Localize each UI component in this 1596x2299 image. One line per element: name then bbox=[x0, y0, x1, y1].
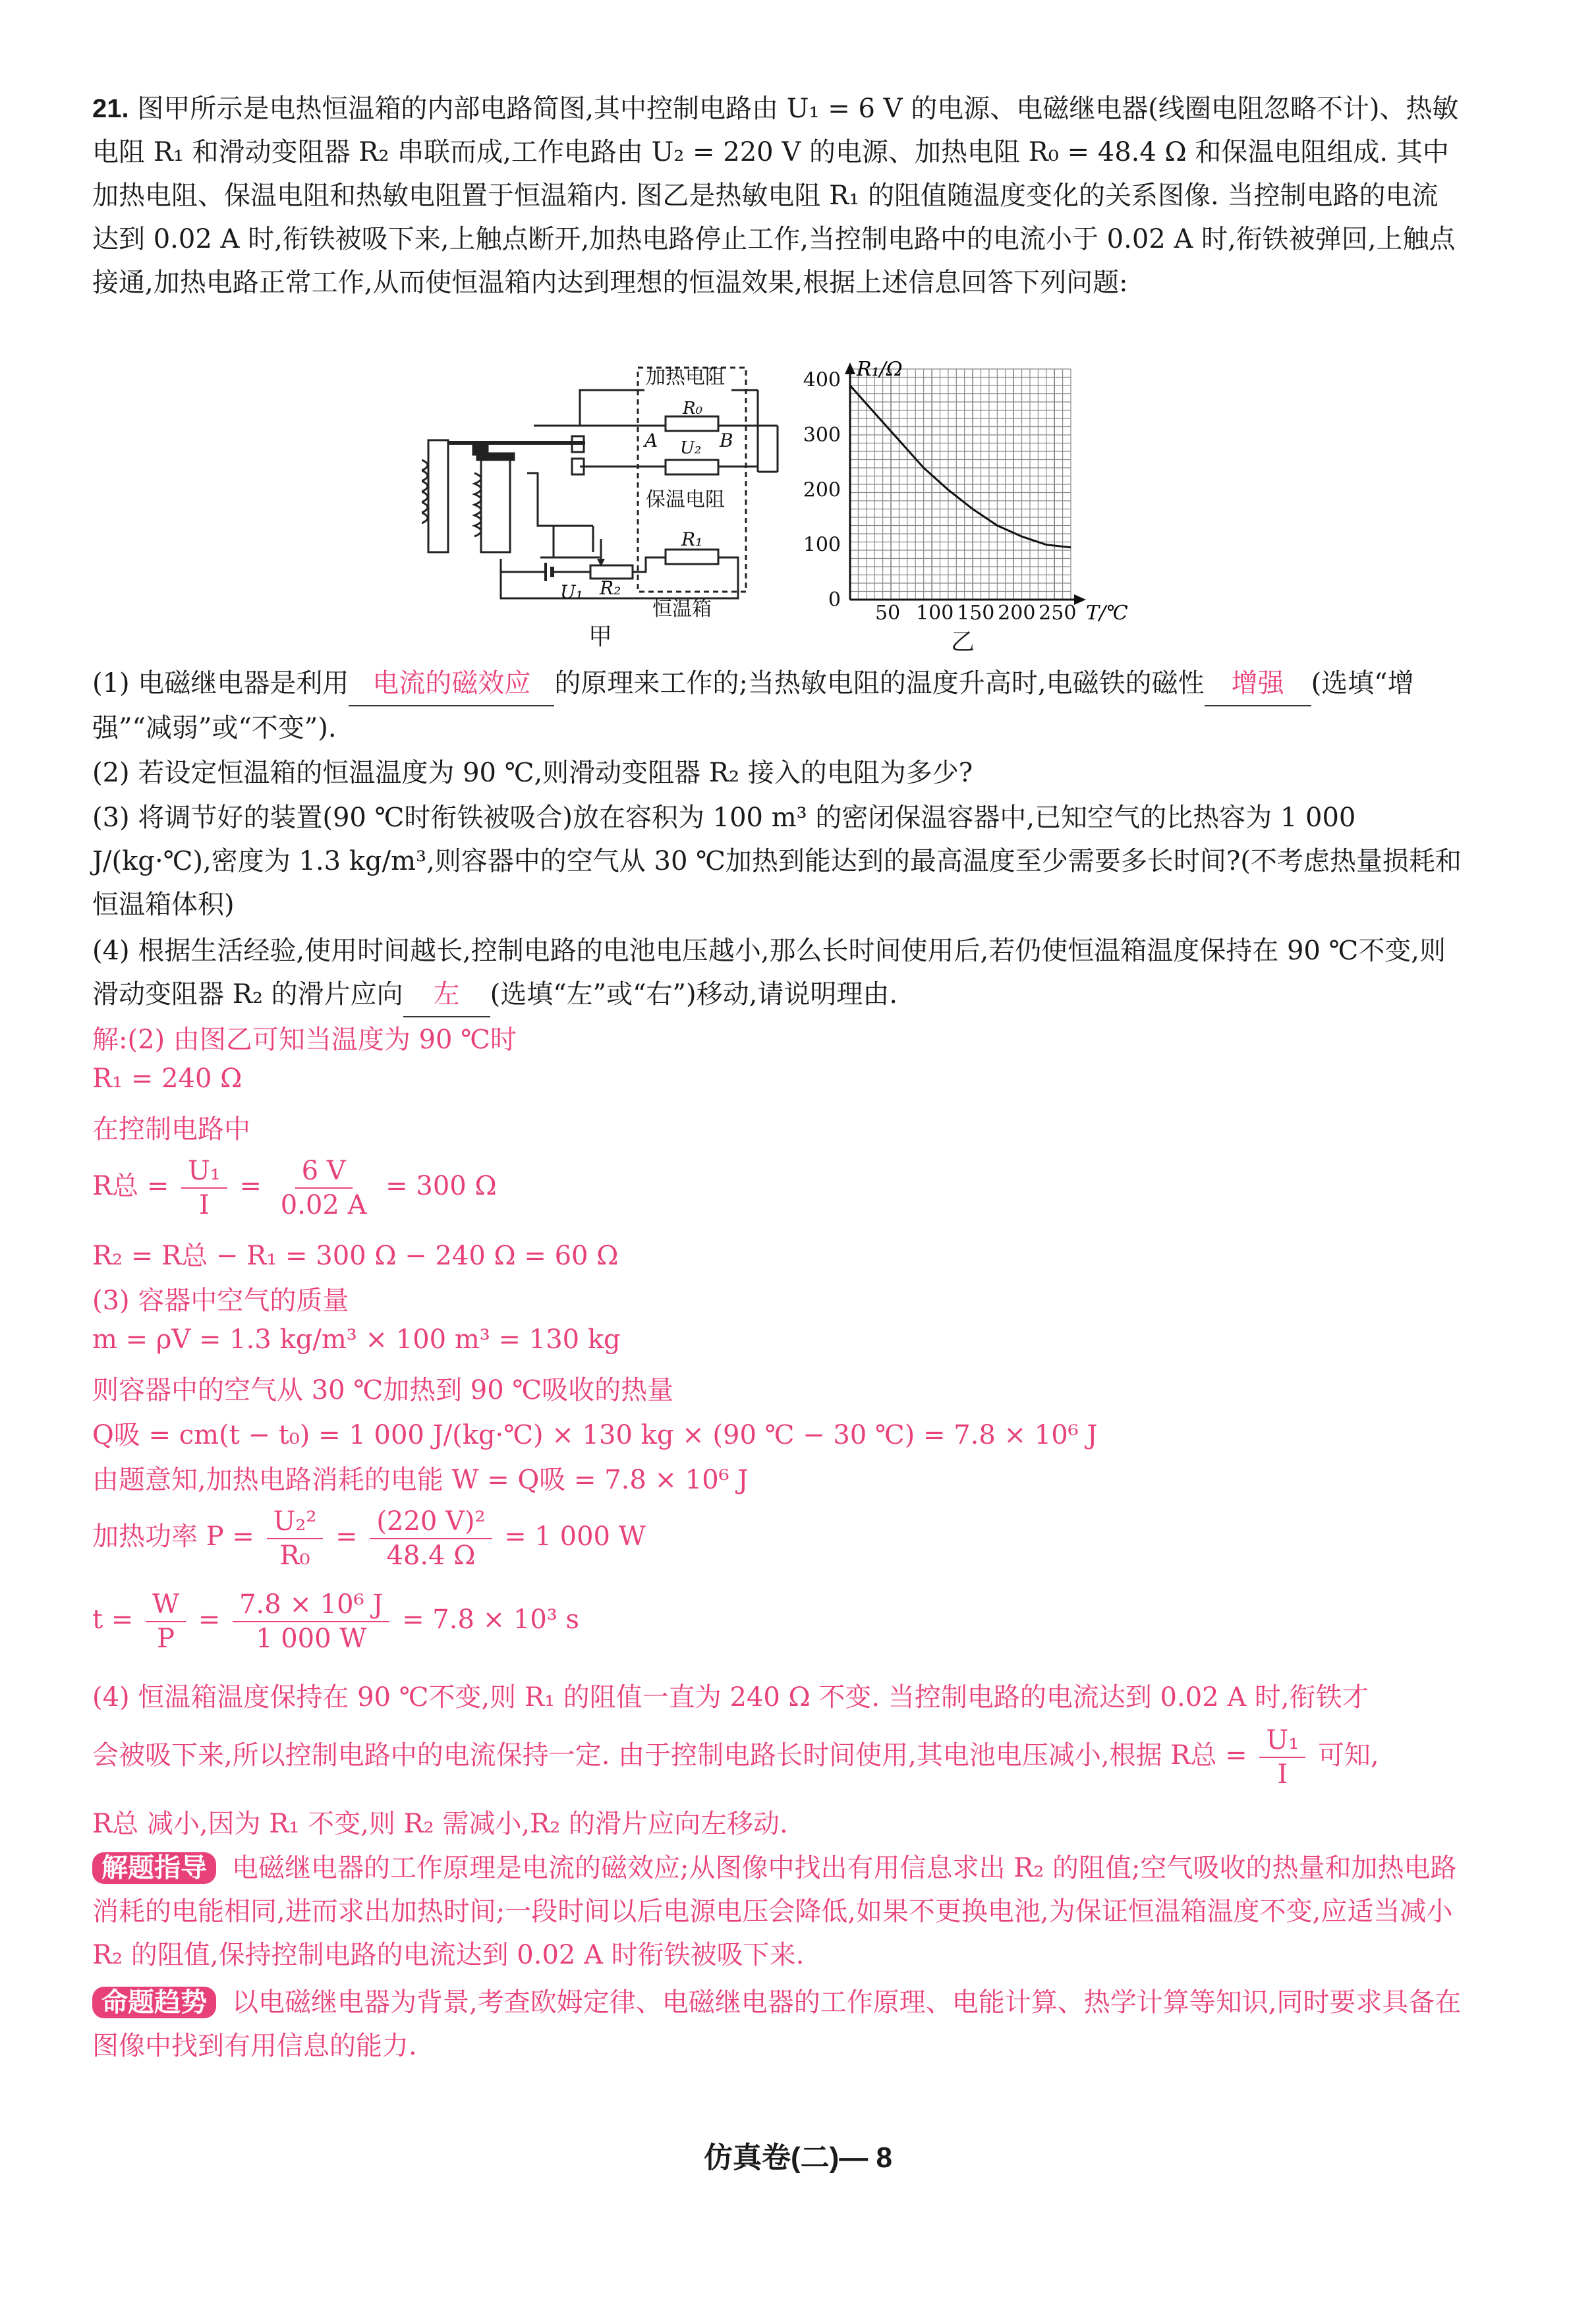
x-tick-label: 50 bbox=[875, 602, 901, 625]
fraction-top: U₁ bbox=[181, 1154, 227, 1189]
trend-text: 以电磁继电器为背景,考查欧姆定律、电磁继电器的工作原理、电能计算、热学计算等知识,同时要求具备在图像中找到有用信息的能力. bbox=[92, 1987, 1462, 2061]
eq-lhs: 加热功率 P = bbox=[92, 1521, 254, 1552]
solution-head: 解:(2) 由图乙可知当温度为 90 ℃时 bbox=[92, 1025, 517, 1055]
solution-line-2: 在控制电路中 bbox=[92, 1114, 250, 1145]
trend-block bbox=[92, 1981, 1463, 2068]
fraction-bottom: I bbox=[199, 1190, 210, 1220]
label-R0: R₀ bbox=[683, 399, 702, 418]
y-tick-label: 0 bbox=[828, 588, 841, 611]
guide-text: 电磁继电器的工作原理是电流的磁效应;从图像中找出有用信息求出 R₂ 的阻值;空气吸收的热量和加热电路消耗的电能相同,进而求出加热时间;一段时间以后电源电压会降低,如果不更换电池,为保证恒温箱温度不变,应适当减小 R₂ 的阻值,保持控制电路的电流达到 0.02 A 时衔铁被吸下来. bbox=[92, 1853, 1457, 1970]
chart-ylabel: R₁/Ω bbox=[857, 358, 903, 381]
part-1 bbox=[92, 662, 1463, 750]
eq-sign: = bbox=[239, 1171, 262, 1201]
question-number: 21. bbox=[92, 94, 129, 123]
fraction-bottom: R₀ bbox=[279, 1541, 310, 1571]
heater-label: 加热电阻 bbox=[646, 366, 725, 389]
eq-rhs: = 7.8 × 10³ s bbox=[402, 1604, 580, 1635]
label-R1: R₁ bbox=[681, 528, 703, 550]
fraction-bottom: 0.02 A bbox=[280, 1190, 367, 1220]
fraction bbox=[274, 1154, 374, 1222]
y-tick-label: 300 bbox=[803, 424, 841, 447]
x-tick-label: 100 bbox=[916, 602, 954, 625]
solution-line-9: 由题意知,加热电路消耗的电能 W = Q吸 = 7.8 × 10⁶ J bbox=[92, 1465, 749, 1495]
solution-line-14: R总 减小,因为 R₁ 不变,则 R₂ 需减小,R₂ 的滑片应向左移动. bbox=[92, 1809, 788, 1839]
part-4-text-a: (4) 根据生活经验,使用时间越长,控制电路的电池电压越小,那么长时间使用后,若仍使恒温箱温度保持在 90 ℃不变,则滑动变阻器 R₂ 的滑片应向 bbox=[92, 936, 1446, 1009]
fraction-top: U₂² bbox=[267, 1505, 324, 1539]
part-3: (3) 将调节好的装置(90 ℃时衔铁被吸合)放在容积为 100 m³ 的密闭保温容器中,已知空气的比热容为 1 000 J/(kg·℃),密度为 1.3 kg/m³,则容器中的空气从 30 ℃加热到能达到的最高温度至少需要多长时间?(不考虑热量损耗和恒温箱体积) bbox=[92, 803, 1462, 920]
label-B: B bbox=[720, 430, 733, 451]
eq-lhs: t = bbox=[92, 1604, 134, 1635]
eq-lhs: R总 = bbox=[92, 1171, 169, 1201]
y-tick-label: 400 bbox=[803, 368, 841, 392]
solution-line-8: Q吸 = cm(t − t₀) = 1 000 J/(kg·℃) × 130 kg × (90 ℃ − 30 ℃) = 7.8 × 10⁶ J bbox=[92, 1420, 1098, 1450]
solution-line-12: (4) 恒温箱温度保持在 90 ℃不变,则 R₁ 的阻值一直为 240 Ω 不变. 当控制电路的电流达到 0.02 A 时,衔铁才 bbox=[92, 1682, 1369, 1713]
solution-line-13 bbox=[92, 1724, 1379, 1791]
eq-rhs: = 1 000 W bbox=[504, 1521, 646, 1552]
x-tick-label: 150 bbox=[957, 602, 995, 625]
blank-1: 电流的磁效应 bbox=[349, 662, 554, 706]
question-stem bbox=[92, 87, 1463, 304]
fraction bbox=[370, 1505, 492, 1572]
keeper-label: 保温电阻 bbox=[646, 488, 725, 511]
fraction bbox=[233, 1588, 389, 1655]
fraction-top: 7.8 × 10⁶ J bbox=[233, 1588, 389, 1622]
part-4 bbox=[92, 929, 1463, 1017]
eq-sign: = bbox=[335, 1521, 358, 1552]
trend-tag: 命题趋势 bbox=[92, 1987, 216, 2018]
chart-xlabel: T/℃ bbox=[1086, 602, 1128, 625]
part-4-text-b: (选填“左”或“右”)移动,请说明理由. bbox=[490, 979, 898, 1009]
fraction-top: W bbox=[146, 1588, 186, 1622]
guide-tag: 解题指导 bbox=[92, 1852, 216, 1884]
solution-line-4: R₂ = R总 − R₁ = 300 Ω − 240 Ω = 60 Ω bbox=[92, 1241, 619, 1271]
part-2: (2) 若设定恒温箱的恒温温度为 90 ℃,则滑动变阻器 R₂ 接入的电阻为多少? bbox=[92, 758, 973, 788]
label-A: A bbox=[644, 430, 658, 451]
fraction bbox=[267, 1505, 324, 1572]
figure-caption-jia: 甲 bbox=[588, 623, 613, 650]
box-label: 恒温箱 bbox=[652, 598, 712, 618]
fraction bbox=[1259, 1724, 1305, 1791]
blank-2: 增强 bbox=[1205, 662, 1311, 706]
y-tick-label: 200 bbox=[803, 478, 841, 502]
eq-sign: = bbox=[198, 1604, 221, 1635]
blank-3: 左 bbox=[403, 973, 490, 1017]
label-U1: U₁ bbox=[560, 581, 583, 603]
fraction-top: (220 V)² bbox=[370, 1505, 492, 1539]
r1-curve bbox=[850, 385, 1071, 548]
solution-line-10 bbox=[92, 1505, 646, 1572]
circuit-diagram bbox=[422, 361, 791, 618]
x-tick-label: 250 bbox=[1039, 602, 1077, 625]
part-1-text-c: (选填“增强”“减弱”或“不变”). bbox=[92, 668, 1414, 743]
text: 会被吸下来,所以控制电路中的电流保持一定. 由于控制电路长时间使用,其电池电压减小,根据 R总 = bbox=[92, 1740, 1247, 1771]
text: 可知, bbox=[1317, 1740, 1379, 1771]
fraction bbox=[146, 1588, 186, 1655]
eq-rhs: = 300 Ω bbox=[385, 1171, 497, 1201]
solution-line-5: (3) 容器中空气的质量 bbox=[92, 1286, 349, 1316]
guide-block bbox=[92, 1846, 1463, 1977]
figure-caption-yi: 乙 bbox=[951, 629, 975, 656]
fraction-top: 6 V bbox=[295, 1154, 353, 1189]
fraction-bottom: P bbox=[157, 1624, 175, 1654]
fraction-bottom: 48.4 Ω bbox=[386, 1541, 476, 1571]
solution-line-11 bbox=[92, 1588, 579, 1655]
solution-line-3 bbox=[92, 1154, 497, 1222]
fraction-bottom: 1 000 W bbox=[256, 1624, 367, 1654]
fraction-top: U₁ bbox=[1259, 1724, 1305, 1758]
solution-line-1: R₁ = 240 Ω bbox=[92, 1064, 242, 1094]
solution-line-6: m = ρV = 1.3 kg/m³ × 100 m³ = 130 kg bbox=[92, 1324, 621, 1355]
part-1-text-a: (1) 电磁继电器是利用 bbox=[92, 668, 349, 698]
label-U2: U₂ bbox=[680, 438, 702, 458]
y-tick-label: 100 bbox=[803, 533, 841, 557]
fraction bbox=[181, 1154, 227, 1222]
solution-line-7: 则容器中的空气从 30 ℃加热到 90 ℃吸收的热量 bbox=[92, 1375, 674, 1405]
question-text: 图甲所示是电热恒温箱的内部电路简图,其中控制电路由 U₁ = 6 V 的电源、电磁继电器(线圈电阻忽略不计)、热敏电阻 R₁ 和滑动变阻器 R₂ 串联而成,工作电路由 U₂ = 220 V 的电源、加热电阻 R₀ = 48.4 Ω 和保温电阻组成. 其中加热电阻、保温电阻和热敏电阻置于恒温箱内. 图乙是热敏电阻 R₁ 的阻值随温度变化的关系图像. 当控制电路的电流达到 0.02 A 时,衔铁被吸下来,上触点断开,加热电路停止工作,当控制电路中的电流小于 0.02 A 时,衔铁被弹回,上触点接通,加热电路正常工作,从而使恒温箱内达到理想的恒温效果,根据上述信息回答下列问题: bbox=[92, 94, 1459, 298]
page-footer: 仿真卷(二)— 8 bbox=[704, 2142, 892, 2174]
part-1-text-b: 的原理来工作的;当热敏电阻的温度升高时,电磁铁的磁性 bbox=[554, 668, 1205, 698]
fraction-bottom: I bbox=[1277, 1759, 1288, 1790]
label-R2: R₂ bbox=[600, 577, 621, 599]
x-tick-label: 200 bbox=[998, 602, 1036, 625]
resistance-temperature-chart bbox=[791, 356, 1160, 633]
